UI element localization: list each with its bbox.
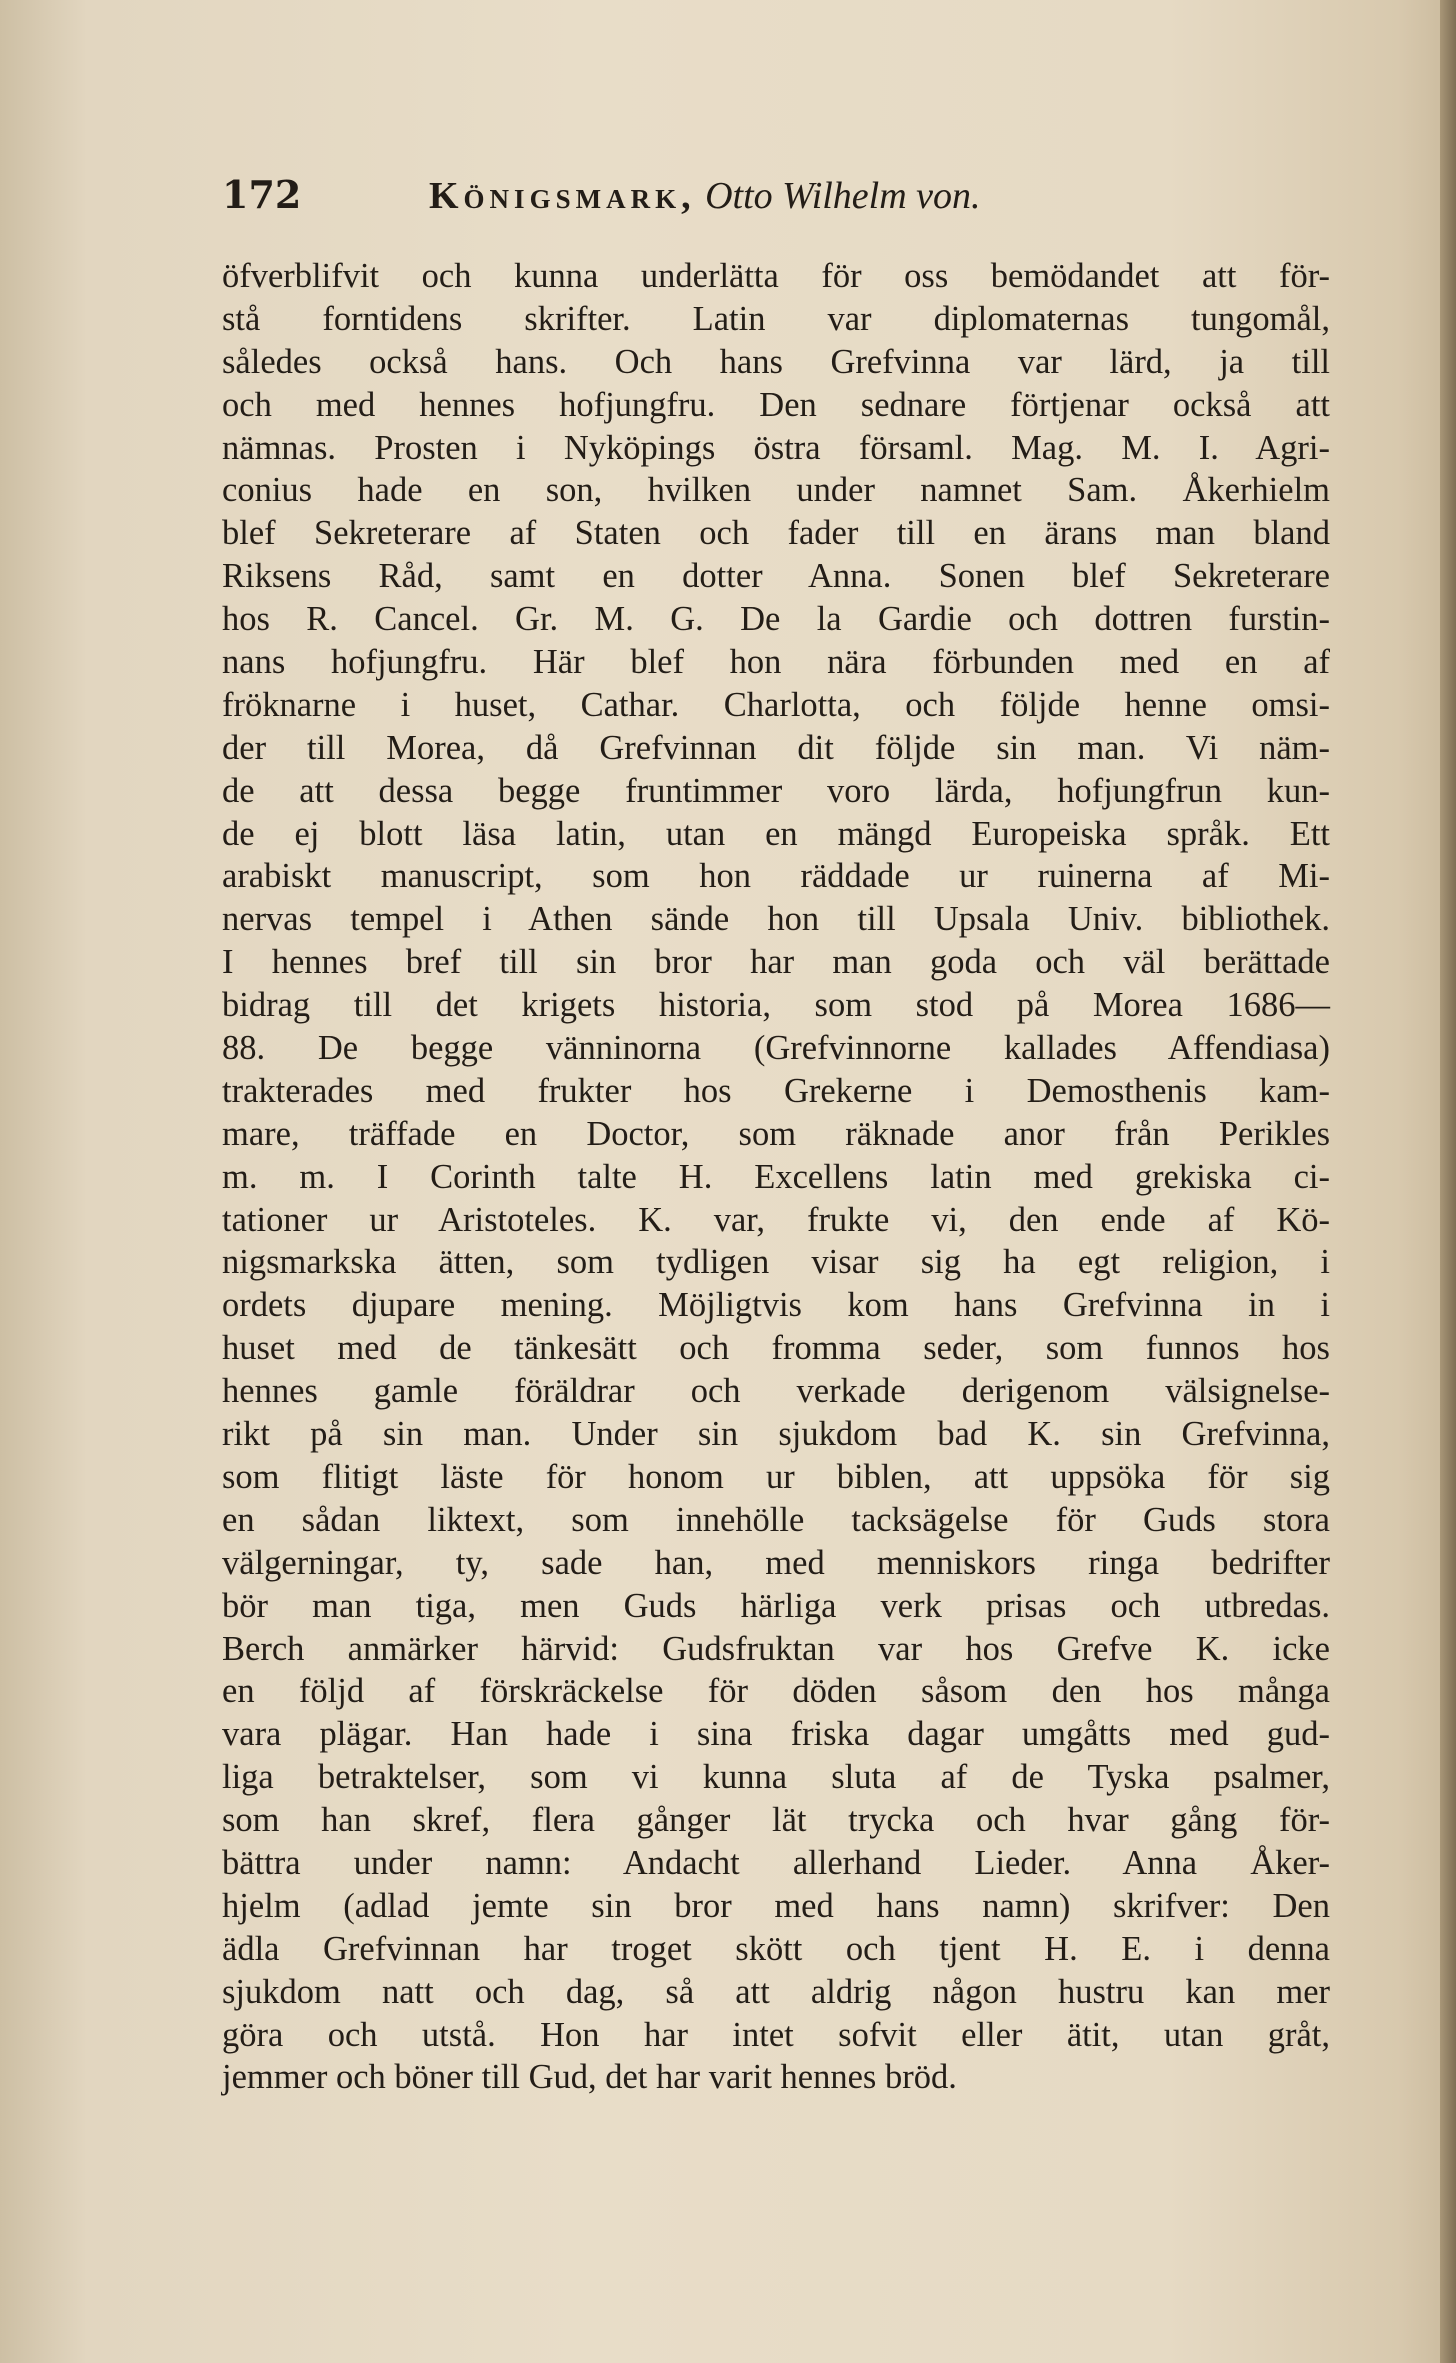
text-line: nervas tempel i Athen sände hon till Upsala Univ. bibliothek. [222,900,1330,939]
text-line: 88. De begge vänninorna (Grefvinnorne kallades Affendiasa) [222,1029,1330,1068]
text-line: fröknarne i huset, Cathar. Charlotta, och följde henne omsi- [222,685,1330,724]
text-line: arabiskt manuscript, som hon räddade ur ruinerna af Mi- [222,857,1330,896]
text-line: och med hennes hofjungfru. Den sednare förtjenar också att [222,385,1330,424]
text-line: huset med de tänkesätt och fromma seder, som funnos hos [222,1329,1330,1368]
page-header [222,172,1142,232]
text-line: sjukdom natt och dag, så att aldrig någon hustru kan mer [222,1972,1330,2011]
text-line: jemmer och böner till Gud, det har varit hennes bröd. [222,2058,957,2097]
text-line: hos R. Cancel. Gr. M. G. De la Gardie och dottren furstin- [222,600,1330,639]
text-line: nämnas. Prosten i Nyköpings östra församl. Mag. M. I. Agri- [222,428,1330,467]
running-head [429,174,981,218]
text-line: de att dessa begge fruntimmer voro lärda, hofjungfrun kun- [222,771,1330,810]
text-line: rikt på sin man. Under sin sjukdom bad K. sin Grefvinna, [222,1415,1330,1454]
page-number: 172 [222,172,302,217]
text-line: nans hofjungfru. Här blef hon nära förbunden med en af [222,643,1330,682]
text-line: bidrag till det krigets historia, som stod på Morea 1686— [222,986,1330,1025]
page-edge [1440,0,1456,2363]
text-line: ädla Grefvinnan har troget skött och tjent H. E. i denna [222,1929,1330,1968]
text-line: ordets djupare mening. Möjligtvis kom hans Grefvinna in i [222,1286,1330,1325]
text-line: således också hans. Och hans Grefvinna var lärd, ja till [222,342,1330,381]
text-line: som han skref, flera gånger lät trycka och hvar gång för- [222,1801,1330,1840]
running-head-name: Königsmark, [429,175,696,217]
text-line: en sådan liktext, som innehölle tacksägelse för Guds stora [222,1500,1330,1539]
text-line: stå forntidens skrifter. Latin var diplomaternas tungomål, [222,299,1330,338]
text-line: liga betraktelser, som vi kunna sluta af de Tyska psalmer, [222,1758,1330,1797]
text-line: öfverblifvit och kunna underlätta för oss bemödandet att för- [222,257,1330,295]
text-line: nigsmarkska ätten, som tydligen visar sig ha egt religion, i [222,1243,1330,1282]
text-line: vara plägar. Han hade i sina friska dagar umgåtts med gud- [222,1715,1330,1754]
text-line: Riksens Råd, samt en dotter Anna. Sonen blef Sekreterare [222,557,1330,596]
text-line: Berch anmärker härvid: Gudsfruktan var hos Grefve K. icke [222,1629,1330,1668]
text-line: I hennes bref till sin bror har man goda och väl berättade [222,943,1330,982]
text-line: der till Morea, då Grefvinnan dit följde sin man. Vi näm- [222,728,1330,767]
text-line: hennes gamle föräldrar och verkade derigenom välsignelse- [222,1372,1330,1411]
running-head-italic: Otto Wilhelm von. [705,175,981,217]
text-line: bättra under namn: Andacht allerhand Lieder. Anna Åker- [222,1843,1330,1882]
text-line: trakterades med frukter hos Grekerne i Demosthenis kam- [222,1071,1330,1110]
text-line: blef Sekreterare af Staten och fader till en ärans man bland [222,514,1330,553]
text-line: som flitigt läste för honom ur biblen, att uppsöka för sig [222,1457,1330,1496]
text-line: conius hade en son, hvilken under namnet Sam. Åkerhielm [222,471,1330,510]
body-text [222,255,1330,2099]
text-line: bör man tiga, men Guds härliga verk prisas och utbredas. [222,1586,1330,1625]
text-line: hjelm (adlad jemte sin bror med hans namn) skrifver: Den [222,1886,1330,1925]
text-line: göra och utstå. Hon har intet sofvit eller ätit, utan gråt, [222,2015,1330,2054]
text-line: välgerningar, ty, sade han, med menniskors ringa bedrifter [222,1543,1330,1582]
text-line: mare, träffade en Doctor, som räknade anor från Perikles [222,1114,1330,1153]
text-line: m. m. I Corinth talte H. Excellens latin med grekiska ci- [222,1157,1330,1196]
text-line: tationer ur Aristoteles. K. var, frukte vi, den ende af Kö- [222,1200,1330,1239]
text-line: de ej blott läsa latin, utan en mängd Europeiska språk. Ett [222,814,1330,853]
text-line: en följd af förskräckelse för döden såsom den hos många [222,1672,1330,1711]
